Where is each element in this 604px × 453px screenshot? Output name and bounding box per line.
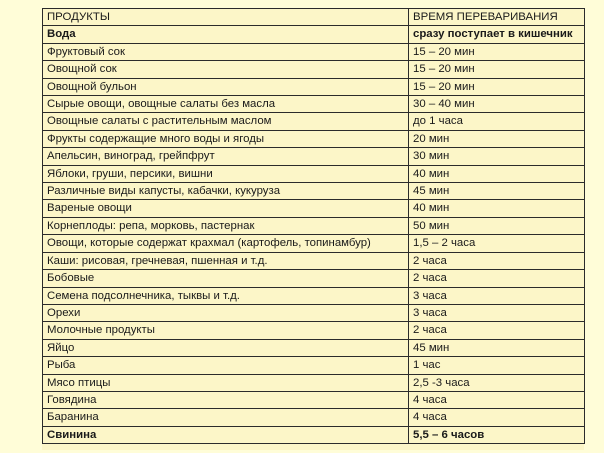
digestion-time-cell: сразу поступает в кишечник (409, 26, 585, 43)
header-row (43, 9, 585, 26)
header-products: ПРОДУКТЫ (43, 9, 409, 26)
digestion-time-cell: 40 мин (409, 165, 585, 182)
product-cell: Орехи (43, 304, 409, 321)
table-row (43, 78, 585, 95)
product-cell: Каши: рисовая, гречневая, пшенная и т.д. (43, 252, 409, 269)
table-row (43, 252, 585, 269)
digestion-time-cell: 40 мин (409, 200, 585, 217)
header-digestion-time: ВРЕМЯ ПЕРЕВАРИВАНИЯ (409, 9, 585, 26)
product-cell: Вода (43, 26, 409, 43)
digestion-time-cell: 45 мин (409, 183, 585, 200)
product-cell: Свинина (43, 426, 409, 443)
table-row (43, 165, 585, 182)
product-cell: Овощи, которые содержат крахмал (картофель, топинамбур) (43, 235, 409, 252)
product-cell: Корнеплоды: репа, морковь, пастернак (43, 217, 409, 234)
digestion-time-sheet (42, 8, 584, 450)
table-row (43, 287, 585, 304)
table-row (43, 200, 585, 217)
table-row (43, 61, 585, 78)
table-row (43, 357, 585, 374)
digestion-time-cell: 1 час (409, 357, 585, 374)
digestion-time-cell: 2 часа (409, 270, 585, 287)
product-cell: Молочные продукты (43, 322, 409, 339)
product-cell: Бобовые (43, 270, 409, 287)
table-row (43, 322, 585, 339)
digestion-time-cell: 4 часа (409, 391, 585, 408)
digestion-time-cell: 3 часа (409, 304, 585, 321)
digestion-time-cell: 50 мин (409, 217, 585, 234)
table-body (43, 26, 585, 444)
product-cell: Яблоки, груши, персики, вишни (43, 165, 409, 182)
product-cell: Овощные салаты с растительным маслом (43, 113, 409, 130)
digestion-time-cell: 4 часа (409, 409, 585, 426)
product-cell: Рыба (43, 357, 409, 374)
table-row (43, 339, 585, 356)
product-cell: Сырые овощи, овощные салаты без масла (43, 96, 409, 113)
product-cell: Вареные овощи (43, 200, 409, 217)
product-cell: Овощной бульон (43, 78, 409, 95)
product-cell: Различные виды капусты, кабачки, кукуруза (43, 183, 409, 200)
table-row (43, 304, 585, 321)
digestion-time-cell: 45 мин (409, 339, 585, 356)
product-cell: Мясо птицы (43, 374, 409, 391)
table-row (43, 217, 585, 234)
table-row (43, 270, 585, 287)
product-cell: Овощной сок (43, 61, 409, 78)
table-header (43, 9, 585, 26)
product-cell: Семена подсолнечника, тыквы и т.д. (43, 287, 409, 304)
digestion-time-cell: 15 – 20 мин (409, 78, 585, 95)
digestion-time-cell: 30 – 40 мин (409, 96, 585, 113)
digestion-time-cell: 20 мин (409, 130, 585, 147)
table-row (43, 26, 585, 43)
digestion-time-cell: 30 мин (409, 148, 585, 165)
table-row (43, 96, 585, 113)
product-cell: Баранина (43, 409, 409, 426)
digestion-time-cell: 5,5 – 6 часов (409, 426, 585, 443)
digestion-time-cell: 2,5 -3 часа (409, 374, 585, 391)
table-row (43, 183, 585, 200)
table-row (43, 130, 585, 147)
digestion-time-cell: 2 часа (409, 252, 585, 269)
table-row (43, 426, 585, 443)
table-row (43, 235, 585, 252)
table-row (43, 148, 585, 165)
digestion-time-cell: 3 часа (409, 287, 585, 304)
digestion-time-cell: 1,5 – 2 часа (409, 235, 585, 252)
table-row (43, 409, 585, 426)
table-row (43, 391, 585, 408)
product-cell: Яйцо (43, 339, 409, 356)
product-cell: Говядина (43, 391, 409, 408)
digestion-time-table (42, 8, 585, 444)
digestion-time-cell: 15 – 20 мин (409, 61, 585, 78)
product-cell: Фруктовый сок (43, 43, 409, 60)
digestion-time-cell: 15 – 20 мин (409, 43, 585, 60)
table-row (43, 374, 585, 391)
table-row (43, 43, 585, 60)
product-cell: Фрукты содержащие много воды и ягоды (43, 130, 409, 147)
table-row (43, 113, 585, 130)
product-cell: Апельсин, виноград, грейпфрут (43, 148, 409, 165)
digestion-time-cell: 2 часа (409, 322, 585, 339)
digestion-time-cell: до 1 часа (409, 113, 585, 130)
